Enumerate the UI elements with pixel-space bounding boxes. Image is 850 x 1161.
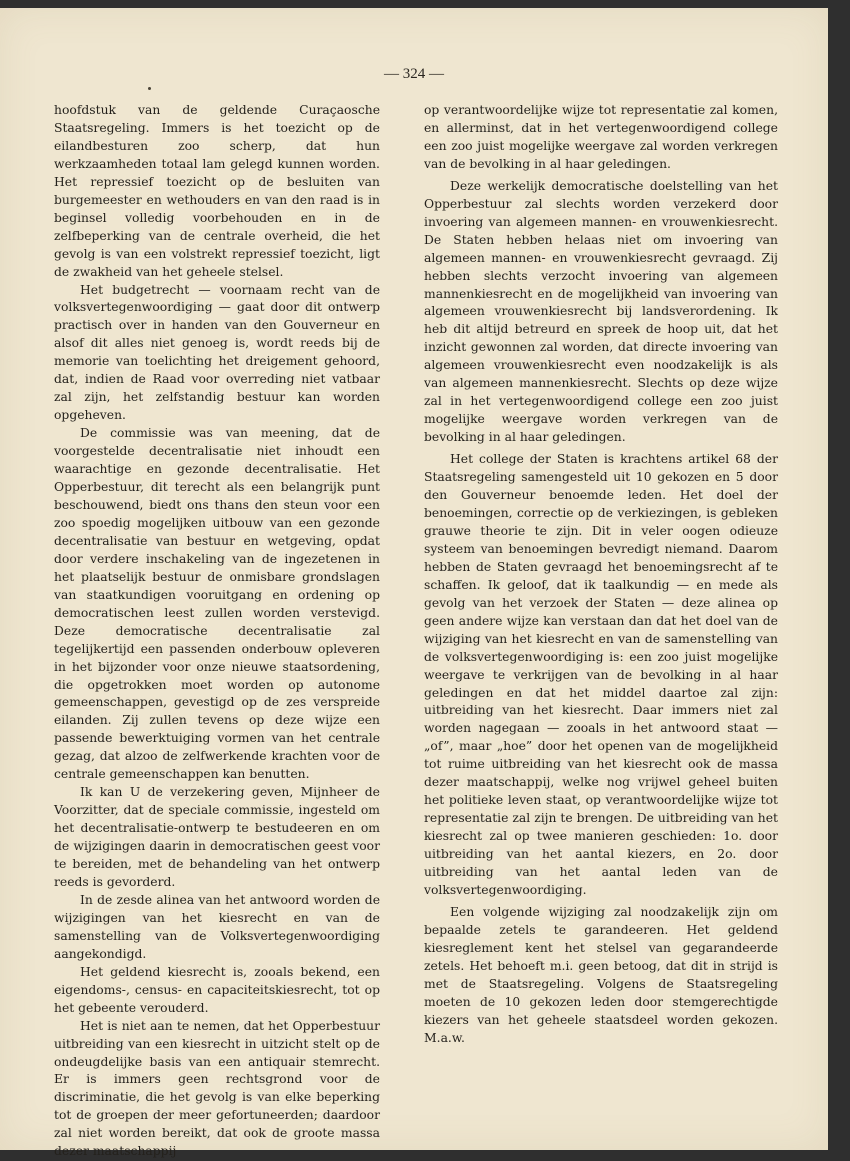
- left-paragraph-4: Ik kan U de verzekering geven, Mijnheer de Voorzitter, dat de speciale commissie, ingesteld om het decentralisatie-ontwerp te bestudeeren en om de wijzigingen daarin in democratischen geest voor te bereiden, met de behandeling van het ontwerp reeds is gevorderd.: [54, 785, 380, 889]
- ink-speck: [148, 87, 151, 90]
- page-number: — 324 —: [384, 66, 444, 82]
- right-paragraph-4: Een volgende wijziging zal noodzakelijk zijn om bepaalde zetels te garandeeren. Het geldend kiesreglement kent het stelsel van gegarandeerde zetels. Het behoeft m.i. geen betoog, dat dit in strijd is met de Staatsregeling. Volgens de Staatsregeling moeten de 10 gekozen leden door stemgerechtigde kiezers van het geheele staatsdeel worden gekozen. M.a.w.: [424, 904, 778, 1045]
- left-paragraph-3: De commissie was van meening, dat de voorgestelde decentralisatie niet inhoudt een waarachtige en gezonde decentralisatie. Het Opperbestuur, dit terecht als een belangrijk punt beschouwend, biedt ons thans den steun voor een zoo spoedig mogelijken uitbouw van een gezonde decentralisatie van bestuur en wetgeving, opdat door verdere inschakeling van de ingezetenen in het plaatselijk bestuur de onmisbare grondslagen van staatkundigen vooruitgang en ordening op democratischen leest zullen worden verstevigd. Deze democratische decentralisatie zal tegelijkertijd een passenden onderbouw opleveren in het bijzonder voor onze nieuwe staatsordening, die opgetrokken moet worden op autonome gemeenschappen, gevestigd op de zes verspreide eilanden. Zij zullen tevens op deze wijze een passende bewerktuiging vormen van het centrale gezag, dat alzoo de zelfwerkende krachten voor de centrale gemeenschappen kan benutten.: [54, 426, 380, 782]
- left-paragraph-6: Het geldend kiesrecht is, zooals bekend, een eigendoms-, census- en capaciteitskiesrecht, tot op het gebeente verouderd.: [54, 964, 380, 1015]
- left-paragraph-7: Het is niet aan te nemen, dat het Opperbestuur uitbreiding van een kiesrecht in uitzicht stelt op de ondeugdelijke basis van een antiquair stemrecht. Er is immers geen rechtsgrond voor de discriminatie, die het gevolg is van elke beperking tot de groepen der meer gefortuneerden; daardoor zal niet worden bereikt, dat ook de groote massa dezer maatschappij: [54, 1018, 380, 1159]
- right-paragraph-3: Het college der Staten is krachtens artikel 68 der Staatsregeling samengesteld uit 10 gekozen en 5 door den Gouverneur benoemde leden. Het doel der benoemingen, correctie op de verkiezingen, is gebleken grauwe theorie te zijn. Dit in veler oogen odieuze systeem van benoemingen bevredigt niemand. Daarom hebben de Staten gevraagd het benoemingsrecht af te schaffen. Ik geloof, dat ik taalkundig — en mede als gevolg van het verzoek der Staten — deze alinea op geen andere wijze kan verstaan dan dat het doel van de wijziging van het kiesrecht en van de samenstelling van de volksvertegenwoordiging is: een zoo juist mogelijke weergave te verkrijgen van de bevolking in al haar geledingen en dat het middel daartoe zal zijn: uitbreiding van het kiesrecht. Daar immers niet zal worden nagegaan — zooals in het antwoord staat — „of”, maar „hoe” door het openen van de mogelijkheid tot ruime uitbreiding van het kiesrecht ook de massa dezer maatschappij, welke nog vrijwel geheel buiten het politieke leven staat, op verantwoordelijke wijze tot representatie zal zijn te brengen. De uitbreiding van het kiesrecht zal op twee manieren geschieden: 1o. door uitbreiding van het aantal kiezers, en 2o. door uitbreiding van het aantal leden van de volksvertegenwoordiging.: [424, 452, 778, 897]
- right-column: [424, 102, 778, 1048]
- left-column: [54, 102, 380, 1161]
- right-paragraph-2: Deze werkelijk democratische doelstelling van het Opperbestuur zal slechts worden verzekerd door invoering van algemeen mannen- en vrouwenkiesrecht. De Staten hebben helaas niet om invoering van algemeen mannen- en vrouwenkiesrecht gevraagd. Zij hebben slechts verzocht invoering van algemeen mannenkiesrecht en de mogelijkheid van invoering van algemeen vrouwenkiesrecht bij landsverordening. Ik heb dit altijd betreurd en spreek de hoop uit, dat het inzicht gewonnen zal worden, dat directe invoering van algemeen vrouwenkiesrecht even noodzakelijk is als van algemeen mannenkiesrecht. Slechts op deze wijze zal in het vertegenwoordigend college een zoo juist mogelijke weergave worden verkregen van de bevolking in al haar geledingen.: [424, 178, 778, 445]
- left-paragraph-2: Het budgetrecht — voornaam recht van de volksvertegenwoordiging — gaat door dit ontwerp practisch over in handen van den Gouverneur en alsof dit alles niet genoeg is, wordt reeds bij de memorie van toelichting het dreigement gehoord, dat, indien de Raad voor overreding niet vatbaar zal zijn, het zelfstandig bestuur kan worden opgeheven.: [54, 282, 380, 423]
- document-page: [0, 8, 828, 1159]
- left-paragraph-5: In de zesde alinea van het antwoord worden de wijzigingen van het kiesrecht en van de samenstelling van de Volksvertegenwoordiging aangekondigd.: [54, 892, 380, 961]
- right-paragraph-1: op verantwoordelijke wijze tot representatie zal komen, en allerminst, dat in het vertegenwoordigend college een zoo juist mogelijke weergave zal worden verkregen van de bevolking in al haar geledingen.: [424, 103, 778, 171]
- left-paragraph-1: hoofdstuk van de geldende Curaçaosche Staatsregeling. Immers is het toezicht op de eilandbesturen zoo scherp, dat hun werkzaamheden totaal lam gelegd kunnen worden. Het repressief toezicht op de besluiten van burgemeester en wethouders en van den raad is in beginsel volledig voorbehouden en in de zelfbeperking van de centrale overheid, die het gevolg is van een volstrekt repressief toezicht, ligt de zwakheid van het geheele stelsel.: [54, 103, 380, 279]
